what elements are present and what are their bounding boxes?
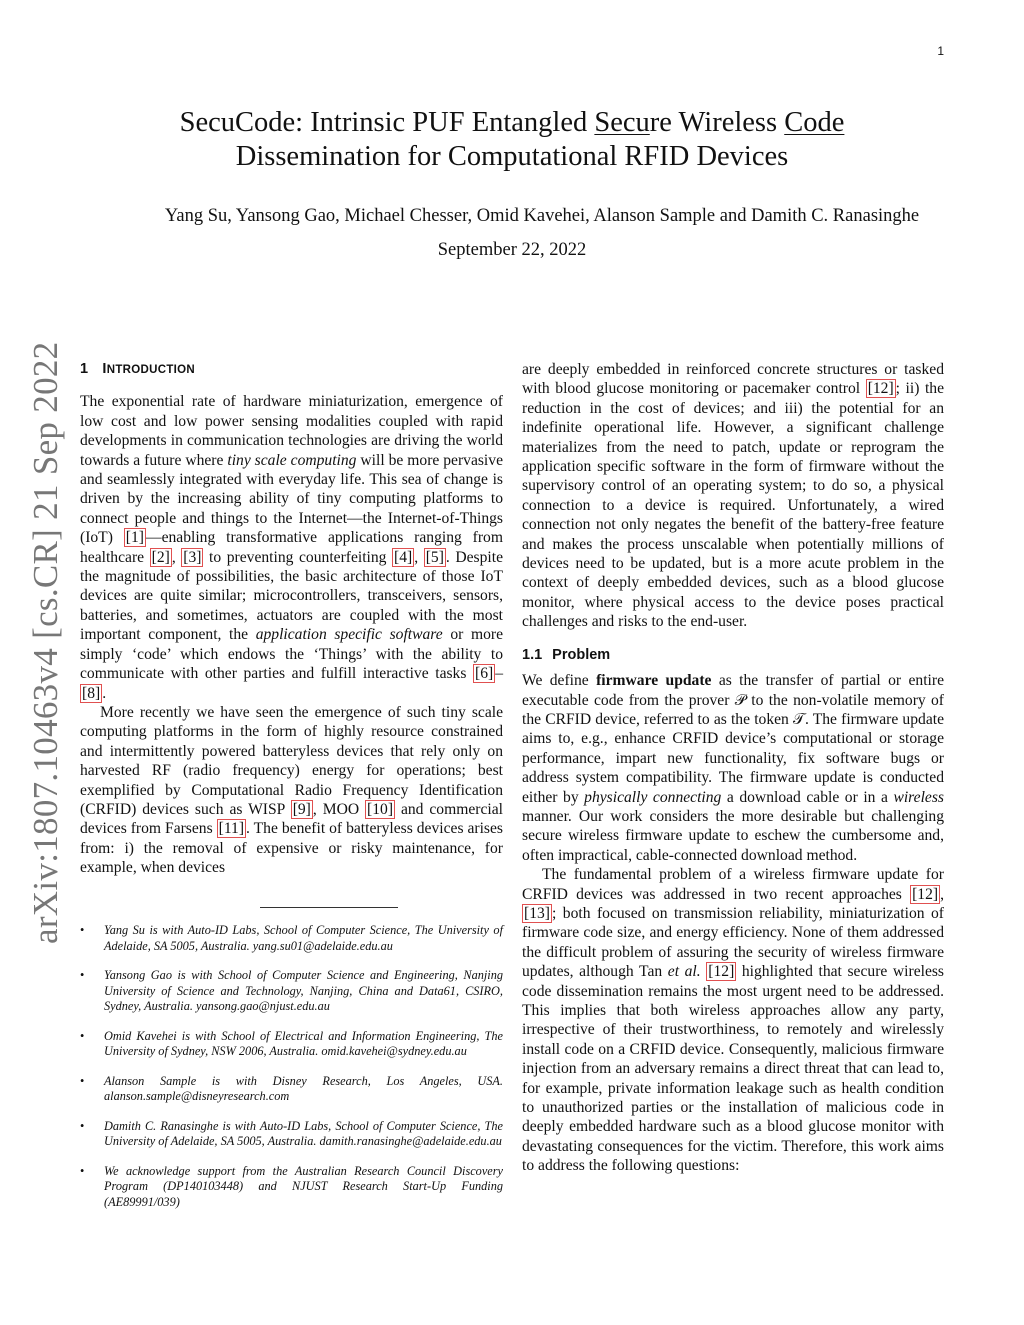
text: and commercial devices from Farsens <box>80 800 503 838</box>
emphasis: et al. <box>667 963 701 981</box>
text: to the non-volatile memory of the CRFID device, referred to as the token <box>522 691 945 728</box>
footnote-item <box>80 1164 503 1211</box>
math-symbol-token: 𝒯 <box>793 710 805 728</box>
text: ; ii) the reduction in the cost of devices; and iii) the potential for an indefinite operational life. However, a significant challenge materializes from the need to patch, update or reprogram the application specific software in the form of firmware without the supervisory control of an operating system; to do so, a physical connection to a device is required. Unfortunately, a wired connection not only negates the benefit of the battery-free feature and makes the process unscalable when potentially millions of devices need to be updated, but is a more acute problem in the context of deeply embedded devices, such as a blood glucose monitor, where physical access to the device poses practical challenges and risks to the end-user. <box>522 380 945 631</box>
citation-link[interactable]: [2] <box>151 548 170 566</box>
citation-link[interactable]: [6] <box>475 665 494 683</box>
text: , <box>940 885 944 903</box>
emphasis: application specific software <box>255 626 443 644</box>
section-heading-introduction <box>80 360 503 380</box>
footnote-text: Damith C. Ranasinghe is with Auto-ID Labs, School of Computer Science, The University of Adelaide, SA 5005, Australia. damith.ranasinghe@adelaide.edu.au <box>104 1118 503 1148</box>
section-title-rest: NTRODUCTION <box>106 364 195 376</box>
text: are deeply embedded in reinforced concrete structures or tasked with blood glucose monitoring or pacemaker control <box>522 361 944 398</box>
text: —enabling transformative applications ranging from healthcare <box>80 529 503 566</box>
citation-link[interactable]: [5] <box>425 548 444 566</box>
title-underlined-code: Code <box>784 107 845 138</box>
text: . Despite the magnitude of possibilities, the basic architecture of those IoT devices are quite similar; microcontrollers, transceivers, sensors, batteries, and sometimes, actuators are coupled with the most important component, the <box>80 548 503 644</box>
text: highlighted that secure wireless code dissemination remains the most urgent need to be addressed. This implies that both wireless approaches allow any party, irrespective of their trustworthiness, to remotely and wirelessly install code on a CRFID device. Consequently, malicious firmware injection from an adversary remains a direct threat that can lead to, for example, private information leakage such as health condition to unauthorized parties or the installation of malicious code in deeply embedded hardware such as a blood glucose monitor with devastating consequences for the victim. Therefore, this work aims to address the following questions: <box>522 963 945 1175</box>
footnote-text: Yansong Gao is with School of Computer Science and Engineering, Nanjing University of Science and Technology, Nanjing, China and Data61, CSIRO, Sydney, Australia. yansong.gao@njust.edu.au <box>104 968 503 1013</box>
subsection-title: Problem <box>552 646 611 663</box>
citation-link[interactable]: [10] <box>367 800 394 818</box>
bullet: • <box>80 1028 85 1043</box>
text: , MOO <box>312 800 366 818</box>
text: . The benefit of batteryless devices arises from: i) the removal of expensive or risky maintenance, for example, when devices <box>80 820 503 877</box>
title-text: SecuCode: Intrinsic PUF Entangled <box>179 107 595 138</box>
footnote-text: Omid Kavehei is with School of Electrical and Information Engineering, The University of Sydney, NSW 2006, Australia. omid.kavehei@sydney.edu.au <box>104 1028 503 1058</box>
page-number: 1 <box>937 44 944 58</box>
subsection-heading-problem <box>522 646 944 665</box>
text: , <box>414 548 424 566</box>
text: a download cable or in a <box>721 788 894 806</box>
citation-link[interactable]: [4] <box>394 548 413 566</box>
emphasis: tiny scale computing <box>227 451 357 469</box>
citation-link[interactable]: [8] <box>82 684 101 702</box>
text: ; both focused on transmission reliability, miniaturization of firmware code size, and energy efficiency. None of them addressed the difficult problem of assuring the security of wireless firmware updates, although Tan <box>522 904 944 981</box>
text: We define <box>522 672 597 690</box>
footnote-item <box>80 1029 503 1060</box>
text: manner. Our work considers the more desirable but challenging secure wireless firmware update to eschew the cumbersome and, often impractical, cable-connected download method. <box>522 807 944 864</box>
footnote-item <box>80 1119 503 1150</box>
text: to preventing counterfeiting <box>203 548 393 566</box>
bullet: • <box>80 1163 85 1178</box>
text: as the transfer of partial or entire executable code from the prover <box>522 672 944 709</box>
text: will be more pervasive and seamlessly integrated with everyday life. This sea of change is driven by the increasing ability of tiny computing platforms to connect people and things to the Internet—the Internet-of-Things (IoT) <box>80 451 503 547</box>
section-number: 1 <box>80 361 89 377</box>
intro-paragraph-1 <box>80 392 503 703</box>
publication-date: September 22, 2022 <box>437 240 587 260</box>
bold-term: firmware update <box>596 672 712 690</box>
problem-paragraph-1 <box>522 671 944 865</box>
emphasis: wireless <box>893 788 944 806</box>
text: The fundamental problem of a wireless firmware update for CRFID devices was addressed in two recent approaches <box>522 866 944 903</box>
title-line2: Dissemination for Computational RFID Devices <box>235 141 789 172</box>
text: – <box>495 665 503 683</box>
text: More recently we have seen the emergence of such tiny scale computing platforms in the form of highly resource constrained and intermittently powered batteryless devices that rely only on harvested RF (radio frequency) energy for operations; best exemplified by Computational Radio Frequency Identification (CRFID) devices such as WISP <box>80 703 503 818</box>
citation-link[interactable]: [12] <box>912 885 939 903</box>
citation-link[interactable]: [12] <box>867 380 894 398</box>
text: . The firmware update aims to, e.g., enhance CRFID device’s computational or storage performance, impart new functionality, fix software bugs or address system compatibility. The firmware update is conducted either by <box>522 710 945 806</box>
left-column <box>80 360 503 878</box>
title-line1 <box>180 107 845 138</box>
footnote-item <box>80 923 503 954</box>
problem-paragraph-2 <box>522 865 944 1176</box>
bullet: • <box>80 1073 85 1088</box>
text: The exponential rate of hardware miniaturization, emergence of low cost and low power sensing modalities coupled with rapid developments in communication technologies are driving the world towards a future where <box>80 393 503 469</box>
bullet: • <box>80 968 85 982</box>
footnote-text: We acknowledge support from the Australian Research Council Discovery Program (DP140103448) and NJUST Research Start-Up Funding (AE89991/039) <box>104 1163 503 1209</box>
text: or more simply ‘code’ which endows the ‘Things’ with the ability to communicate with other parties and fulfill interactive tasks <box>80 626 503 683</box>
intro-paragraph-2-continued <box>522 360 944 632</box>
math-symbol-prover: 𝒫 <box>734 691 746 709</box>
intro-paragraph-2 <box>80 703 503 878</box>
emphasis: physically connecting <box>584 788 722 806</box>
citation-link[interactable]: [1] <box>125 529 144 547</box>
footnote-divider <box>260 907 398 908</box>
citation-link[interactable]: [9] <box>292 800 311 818</box>
citation-link[interactable]: [3] <box>183 548 202 566</box>
section-title-cap: I <box>102 361 107 377</box>
citation-link[interactable]: [13] <box>524 904 550 922</box>
footnote-text: Yang Su is with Auto-ID Labs, School of Computer Science, The University of Adelaide, SA 5005, Australia. yang.su01@adelaide.edu.au <box>104 923 503 953</box>
footnote-item <box>80 968 503 1015</box>
title-text: re Wireless <box>649 107 785 138</box>
title-underlined-secu: Secu <box>594 107 650 138</box>
citation-link[interactable]: [11] <box>218 820 245 838</box>
text: . <box>102 684 107 702</box>
footnote-text: Alanson Sample is with Disney Research, Los Angeles, USA. alanson.sample@disneyresearch.com <box>104 1073 503 1103</box>
citation-link[interactable]: [12] <box>708 963 735 981</box>
text: , <box>171 548 182 566</box>
bullet: • <box>80 923 85 937</box>
paper-title <box>0 106 1024 174</box>
bullet: • <box>80 1118 85 1133</box>
right-column <box>522 360 944 1176</box>
footnote-item <box>80 1074 503 1105</box>
subsection-number: 1.1 <box>522 646 543 663</box>
author-list: Yang Su, Yansong Gao, Michael Chesser, Omid Kavehei, Alanson Sample and Damith C. Ranasinghe <box>164 206 920 226</box>
arxiv-stamp: arXiv:1807.10463v4 [cs.CR] 21 Sep 2022 <box>26 341 65 944</box>
footnotes <box>80 923 503 1224</box>
